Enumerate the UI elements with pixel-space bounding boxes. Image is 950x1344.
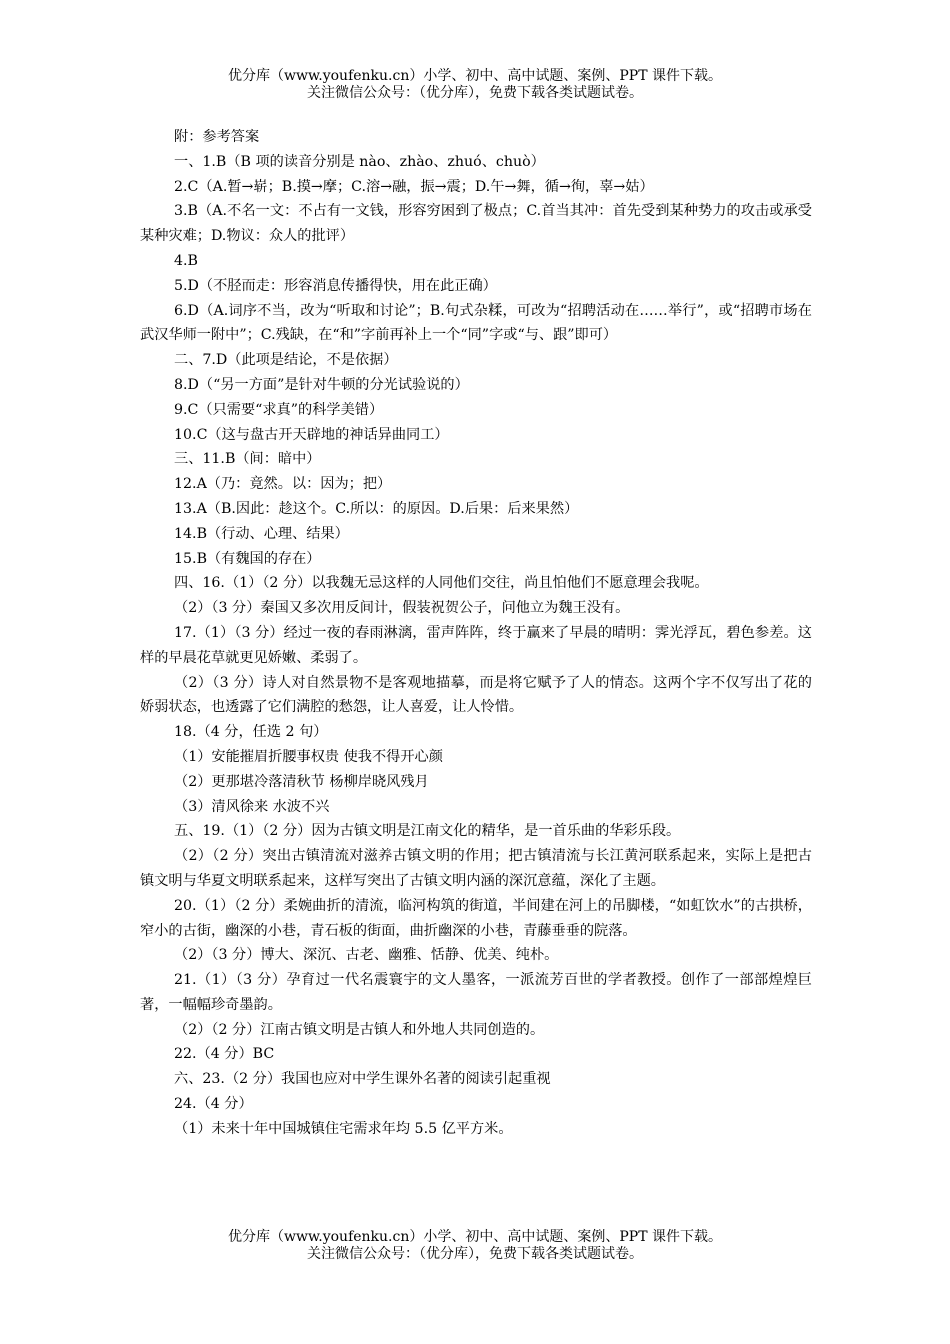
footer-line-1: 优分库（www.youfenku.cn）小学、初中、高中试题、案例、PPT 课件下载。 — [227, 1229, 722, 1245]
answer-paragraph: 四、16.（1）（2 分）以我魏无忌这样的人同他们交往，尚且怕他们不愿意理会我呢。 — [174, 575, 709, 592]
answer-paragraph: 六、23.（2 分）我国也应对中学生课外名著的阅读引起重视 — [174, 1071, 551, 1088]
answer-paragraph: （1）安能摧眉折腰事权贵 使我不得开心颜 — [174, 748, 443, 765]
header-line-1: 优分库（www.youfenku.cn）小学、初中、高中试题、案例、PPT 课件下载。 — [227, 68, 722, 84]
answer-paragraph: 2.C（A.暂→崭；B.摸→摩；C.溶→融，振→震；D.午→舞，循→徇，辜→姑） — [174, 178, 654, 195]
answer-paragraph: 一、1.B（B 项的读音分别是 nào、zhào、zhuó、chuò） — [174, 153, 545, 170]
page-footer — [0, 1229, 950, 1263]
answer-paragraph: 8.D（“另一方面”是针对牛顿的分光试验说的） — [174, 376, 469, 393]
answer-paragraph: （2）（3 分）诗人对自然景物不是客观地描摹，而是将它赋予了人的情态。这两个字不仅写出了花的娇弱状态，也透露了它们满腔的愁怨，让人喜爱，让人怜惜。 — [140, 674, 812, 716]
answer-paragraph: （2）更那堪冷落清秋节 杨柳岸晓风残月 — [174, 773, 429, 790]
answer-key-body — [140, 125, 812, 1142]
page-header — [0, 68, 950, 102]
answer-paragraph: 5.D（不胫而走：形容消息传播得快，用在此正确） — [174, 277, 497, 294]
answer-paragraph: 10.C（这与盘古开天辟地的神话异曲同工） — [174, 426, 449, 443]
answer-paragraph: 18.（4 分，任选 2 句） — [174, 724, 328, 741]
answer-paragraph: 二、7.D（此项是结论，不是依据） — [174, 352, 398, 369]
answer-paragraph: （3）清风徐来 水波不兴 — [174, 798, 330, 815]
answer-paragraph: （1）未来十年中国城镇住宅需求年均 5.5 亿平方米。 — [174, 1120, 513, 1137]
answer-heading: 附：参考答案 — [174, 129, 260, 145]
answer-paragraph: 12.A（乃：竟然。以：因为；把） — [174, 476, 392, 493]
answer-paragraph: 22.（4 分）BC — [174, 1046, 275, 1063]
header-line-2: 关注微信公众号：（优分库），免费下载各类试题试卷。 — [307, 85, 643, 101]
answer-paragraph: 17.（1）（3 分）经过一夜的春雨淋漓，雷声阵阵，终于赢来了早晨的晴明：霁光浮瓦，碧色参差。这样的早晨花草就更见娇嫩、柔弱了。 — [140, 624, 812, 666]
answer-paragraph: 24.（4 分） — [174, 1096, 253, 1113]
answer-paragraph: 21.（1）（3 分）孕育过一代名震寰宇的文人墨客，一派流芳百世的学者教授。创作了一部部煌煌巨著，一幅幅珍奇墨韵。 — [140, 972, 812, 1013]
answer-paragraph: （2）（2 分）突出古镇清流对滋养古镇文明的作用；把古镇清流与长江黄河联系起来，实际上是把古镇文明与华夏文明联系起来，这样写突出了古镇文明内涵的深沉意蕴，深化了主题。 — [140, 848, 812, 889]
answer-paragraph: （2）（2 分）江南古镇文明是古镇人和外地人共同创造的。 — [174, 1021, 545, 1038]
answer-paragraph: 9.C（只需要“求真”的科学美错） — [174, 401, 384, 418]
answer-paragraph: （2）（3 分）秦国又多次用反间计，假装祝贺公子，问他立为魏王没有。 — [174, 600, 630, 617]
answer-paragraph: 6.D（A.词序不当，改为“听取和讨论”；B.句式杂糅，可改为“招聘活动在……举行”，或“招聘市场在武汉华师一附中”；C.残缺，在“和”字前再补上一个“同”字或“与、跟”即可） — [140, 302, 812, 344]
answer-paragraph: 20.（1）（2 分）柔婉曲折的清流，临河构筑的街道，半间建在河上的吊脚楼，“如虹饮水”的古拱桥，窄小的古街，幽深的小巷，青石板的街面，曲折幽深的小巷，青藤垂垂的院落。 — [140, 897, 812, 939]
answer-paragraph: （2）（3 分）博大、深沉、古老、幽雅、恬静、优美、纯朴。 — [174, 947, 559, 964]
answer-paragraph: 14.B（行动、心理、结果） — [174, 525, 349, 542]
answer-paragraph: 3.B（A.不名一文：不占有一文钱，形容穷困到了极点；C.首当其冲：首先受到某种势力的攻击或承受某种灾难；D.物议：众人的批评） — [140, 203, 812, 245]
answer-paragraph: 三、11.B（间：暗中） — [174, 451, 321, 468]
answer-paragraph: 4.B — [174, 252, 198, 269]
answer-paragraph: 13.A（B.因此：趁这个。C.所以：的原因。D.后果：后来果然） — [174, 500, 579, 517]
answer-paragraph: 15.B（有魏国的存在） — [174, 550, 321, 567]
footer-line-2: 关注微信公众号：（优分库），免费下载各类试题试卷。 — [307, 1246, 643, 1262]
answer-paragraph: 五、19.（1）（2 分）因为古镇文明是江南文化的精华，是一首乐曲的华彩乐段。 — [174, 823, 681, 840]
